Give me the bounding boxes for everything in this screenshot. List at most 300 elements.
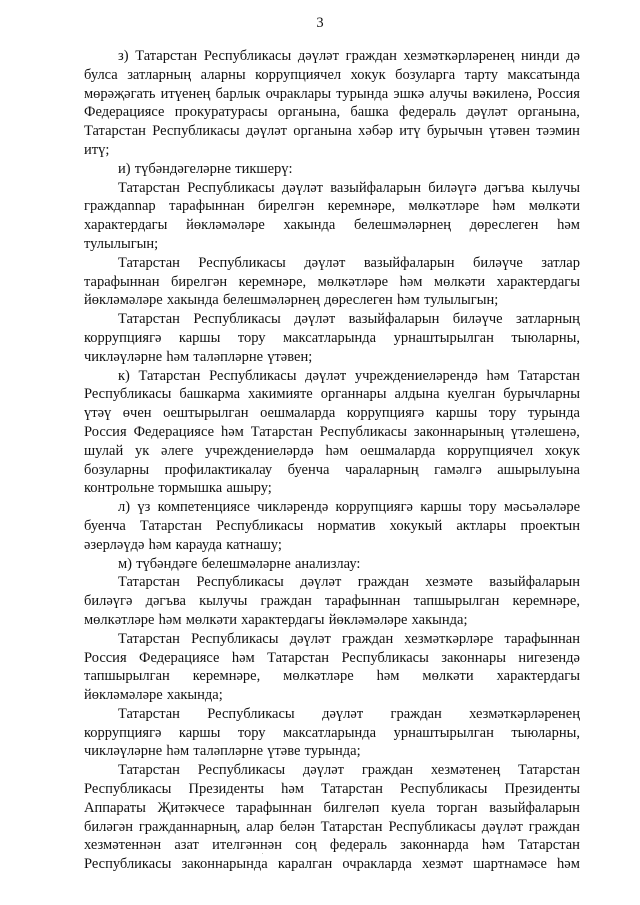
word: хокук (544, 442, 580, 459)
text-line (84, 385, 580, 404)
word: шулай (84, 442, 124, 459)
word: таләпләрне (193, 348, 264, 365)
word: законнарда (400, 837, 469, 854)
word: хакимияте (248, 386, 313, 403)
word: алучы (429, 85, 468, 102)
word: дәүләт (304, 254, 346, 271)
word: дәүләт (466, 104, 508, 121)
word: законнары (441, 649, 506, 666)
word: прокуратурасы (174, 104, 268, 121)
text-line (84, 197, 580, 216)
word: тору (237, 724, 266, 741)
text-line (84, 122, 580, 141)
word: һәм (220, 423, 244, 440)
word: коррупциячел (447, 442, 534, 459)
word: гражданнарның, (138, 818, 241, 835)
word: мәсьәләләре (503, 499, 580, 516)
word: дәүләт (481, 818, 523, 835)
word: Федерациясе (84, 104, 165, 121)
word: таләпләрне (193, 743, 264, 760)
word: йөкләмәләре (186, 217, 265, 234)
word: белешмәләрнең (222, 292, 320, 309)
word: урнаштырылган (393, 329, 494, 346)
word: Татарстан (138, 367, 201, 384)
word: характердагы (496, 273, 580, 290)
word: законнарында (181, 856, 268, 873)
word: хезмәтенең (430, 762, 501, 779)
word: вәкиленә, (472, 85, 533, 102)
word: билгеләп (323, 799, 380, 816)
word: граждан (345, 48, 397, 64)
word: затларның (515, 311, 580, 328)
word: Татарстан (118, 179, 180, 196)
word: һәм (158, 611, 182, 628)
word: турында (527, 405, 580, 422)
word: Татарстан (320, 818, 383, 835)
word: дәүләт (300, 574, 342, 591)
word: йөкләмәләре (328, 611, 408, 628)
text-line (84, 461, 580, 480)
word: дөреслеген (469, 217, 539, 234)
word: түбәндәгеләрне (134, 160, 232, 177)
word: башкарма (179, 386, 241, 403)
word: турында; (304, 743, 361, 760)
word: мөрәҗәгать (84, 85, 156, 102)
word: очракларда (342, 856, 412, 873)
word: дәүләт (322, 705, 364, 722)
word: һәм (557, 856, 580, 873)
word: характердагы (241, 611, 325, 628)
word: Республикасы (191, 630, 279, 647)
word: алар (246, 818, 274, 835)
text-line (84, 573, 580, 592)
word: түбәндәге (136, 555, 198, 572)
word: Республикасы (215, 517, 304, 534)
text-line (84, 160, 580, 179)
word: һәм (399, 273, 423, 290)
word: хакында; (411, 611, 468, 628)
word: нинди (521, 48, 560, 64)
word: гамәлгә (434, 461, 482, 478)
word: тарту (464, 66, 498, 83)
word: тормышка (158, 480, 223, 497)
word: Татарстан (518, 367, 580, 384)
word: Татарстан (250, 423, 313, 440)
word: Республикасы (84, 856, 172, 873)
text-line (84, 498, 580, 517)
word: Татарстан (267, 649, 330, 666)
word: тапшырылган (413, 593, 500, 610)
word: федераль (398, 104, 457, 121)
word: Республикасы (197, 762, 286, 779)
word: һәм (492, 198, 516, 215)
word: ашырылуына (497, 461, 580, 478)
word: булса (84, 66, 118, 83)
word: Республикасы (84, 781, 172, 798)
word: тарафыннан (169, 198, 245, 215)
word: әзерләүдә (84, 536, 145, 553)
word: буенча (287, 461, 330, 478)
text-line (84, 517, 580, 536)
word: керемнәре, (192, 668, 261, 685)
word: һәм (557, 217, 580, 234)
word: бозуларга (395, 66, 456, 83)
word: һәм (231, 649, 255, 666)
word: каршы (178, 329, 221, 346)
text-line (84, 836, 580, 855)
word: һәм (166, 743, 190, 760)
word: тәэмин (536, 123, 580, 140)
word: федераль (329, 837, 387, 854)
page-number: 3 (316, 15, 324, 31)
word: чараларның (344, 461, 419, 478)
word: граждannар (84, 198, 156, 215)
word: һәм (481, 837, 505, 854)
word: оештырылган (163, 405, 249, 422)
word: Татарстан (118, 574, 180, 591)
word: максатларында (283, 329, 377, 346)
word: тапшырылган (84, 668, 170, 685)
text-line (84, 85, 580, 104)
text-line (84, 649, 580, 668)
word: граждан (390, 705, 442, 722)
word: Татарстан (118, 311, 180, 328)
word: тору (488, 405, 517, 422)
text-line (84, 254, 580, 273)
text-line (84, 761, 580, 780)
word: хезмәте (425, 574, 473, 591)
word: тору (237, 329, 266, 346)
word: Татарстан (321, 781, 383, 798)
word: компетенциясе (157, 499, 250, 516)
word: Президенты (188, 781, 264, 798)
word: торган (436, 799, 478, 816)
word: хакында (166, 292, 219, 309)
word: тарафыннан (324, 593, 401, 610)
word: тулылыгын; (84, 235, 159, 252)
text-line (84, 818, 580, 837)
word: Республикасы (388, 818, 476, 835)
word: Татарстан (118, 762, 180, 779)
word: тарафыннан (504, 630, 580, 647)
word: каршы (420, 499, 462, 516)
word: белешмәләрне (201, 555, 291, 572)
word: хезмәткәрләренең (403, 48, 515, 64)
word: Республикасы (193, 311, 281, 328)
word: Республикасы (203, 48, 292, 64)
text-line (84, 592, 580, 611)
word: урнаштырылган (393, 724, 494, 741)
word: үтәлешенә, (510, 423, 580, 440)
word: тарафыннан (84, 273, 160, 290)
word: дәүләт (294, 311, 336, 328)
word: Татарстан (118, 254, 180, 271)
word: биләгән (84, 818, 133, 835)
text-line (84, 367, 580, 386)
word: Татарстан (84, 123, 146, 140)
text-line (84, 667, 580, 686)
word: һәм (486, 367, 510, 384)
word: бурычларны (503, 386, 580, 403)
text-line (84, 216, 580, 235)
word: з) (118, 48, 129, 64)
text-line (84, 423, 580, 442)
word: дәгъва (484, 179, 525, 196)
word: л) (118, 499, 131, 516)
word: дә (566, 48, 580, 64)
word: Республикасы (341, 649, 429, 666)
word: Аппараты (84, 799, 146, 816)
text-line (84, 686, 580, 705)
word: биләүгә (428, 179, 477, 196)
word: мөлкәтләре (317, 273, 389, 290)
word: коррупциягә (335, 499, 413, 516)
word: дәүләт (302, 762, 344, 779)
word: анализлау: (294, 555, 361, 572)
word: соң (295, 837, 317, 854)
word: эшкә (393, 85, 425, 102)
text-line (84, 141, 580, 160)
word: бурычын (426, 123, 483, 140)
word: органнары (320, 386, 387, 403)
word: учреждениеләрдә (205, 442, 314, 459)
word: контрольне (84, 480, 155, 497)
word: вазыйфаларын (489, 799, 580, 816)
word: м) (118, 555, 133, 572)
text-line (84, 555, 580, 574)
text-line (84, 47, 580, 66)
text-line (84, 855, 580, 874)
word: чикләрендә (257, 499, 329, 516)
word: Татарстан (139, 517, 202, 534)
word: хокук (350, 66, 386, 83)
word: бозуларны (84, 461, 150, 478)
word: бирелгән (258, 198, 315, 215)
text-line (84, 235, 580, 254)
word: коррупциячел (255, 66, 342, 83)
word: тулылыгын; (424, 292, 499, 309)
word: граждан (361, 762, 414, 779)
word: характердагы (496, 668, 580, 685)
word: ителгәннән (212, 837, 282, 854)
word: норматив (317, 517, 376, 534)
word: мөлкәти (528, 198, 580, 215)
word: алдына (394, 386, 440, 403)
word: хезмәткәрләре (404, 630, 494, 647)
word: биләүче (473, 254, 523, 271)
word: актлары (456, 517, 507, 534)
word: Татарстан (118, 705, 180, 722)
text-line (84, 442, 580, 461)
word: мөлкәти (422, 668, 474, 685)
word: итү; (84, 141, 110, 158)
word: тыюларны, (511, 329, 580, 346)
word: Татарстан (118, 630, 180, 647)
word: катнашу; (226, 536, 282, 553)
word: ук (134, 442, 150, 459)
word: итү (399, 123, 421, 140)
word: белешмәләрнең (354, 217, 451, 234)
word: каралган (277, 856, 333, 873)
word: хезмәтеннән (84, 837, 162, 854)
word: вазыйфаларын (489, 574, 580, 591)
word: дөреслеген (324, 292, 393, 309)
word: кылучы (199, 593, 248, 610)
word: Республикасы (84, 386, 172, 403)
word: Татарстан (518, 762, 580, 779)
word: вазыйфаларын (348, 311, 440, 328)
text-line (84, 329, 580, 348)
word: граждан (260, 593, 312, 610)
word: мөлкәтләре (283, 668, 354, 685)
word: турында (336, 85, 389, 102)
word: Россия (84, 649, 127, 666)
word: затларның (127, 66, 192, 83)
word: Республикасы (196, 574, 284, 591)
word: профилактикалау (164, 461, 273, 478)
word: коррупциягә (84, 329, 162, 346)
word: Республикасы (400, 781, 488, 798)
word: оешмаларда (260, 405, 336, 422)
text-line (84, 536, 580, 555)
text-line (84, 103, 580, 122)
word: органына, (277, 104, 341, 121)
word: Президенты (504, 781, 580, 798)
word: үз (137, 499, 151, 516)
word: каршы (178, 724, 221, 741)
word: куела (391, 799, 426, 816)
word: хәбәр (358, 123, 393, 140)
word: Федерациясе (139, 649, 220, 666)
word: очраклары (265, 85, 332, 102)
word: чикләүләрне (84, 348, 163, 365)
text-line (84, 799, 580, 818)
text-line (84, 742, 580, 761)
word: органына, (517, 104, 580, 121)
scan-speck (262, 853, 263, 854)
word: вазыйфаларын (363, 254, 455, 271)
word: мөлкәти (433, 273, 486, 290)
word: дәүләт (245, 123, 287, 140)
word: Җитәкчесе (157, 799, 225, 816)
word: мөлкәтләре (408, 198, 480, 215)
word: хезмәткәрләренең (469, 705, 580, 722)
word: аларны (200, 66, 246, 83)
word: керемнәре, (238, 273, 307, 290)
word: дәүләт (297, 48, 339, 64)
word: һәм (166, 348, 190, 365)
word: үтәү (84, 405, 112, 422)
word: Республикасы (207, 705, 295, 722)
word: коррупциягә (346, 405, 425, 422)
word: Федерациясе (133, 423, 214, 440)
word: к) (118, 367, 130, 384)
text-line (84, 348, 580, 367)
word: Республикасы (152, 123, 240, 140)
word: бирелгән (170, 273, 228, 290)
word: законнарының (413, 423, 504, 440)
word: Республикасы (209, 367, 297, 384)
word: дәүләт (305, 367, 347, 384)
word: биләүгә (84, 593, 133, 610)
text-line (84, 291, 580, 310)
word: һәм (376, 668, 400, 685)
word: итүенең (160, 85, 211, 102)
word: затлар (541, 254, 580, 271)
word: Россия (537, 85, 580, 102)
word: коррупциягә (84, 724, 162, 741)
word: максатларында (283, 724, 377, 741)
word: белән (279, 818, 315, 835)
word: граждан (341, 630, 394, 647)
word: шартнамәсе (473, 856, 547, 873)
word: куелган (447, 386, 496, 403)
word: буенча (84, 517, 126, 534)
word: биләүче (452, 311, 503, 328)
word: хокукый (389, 517, 443, 534)
word: Республикасы (319, 423, 407, 440)
word: һәм (148, 536, 172, 553)
word: оешмаларда (360, 442, 436, 459)
word: хезмәт (421, 856, 463, 873)
word: граждан (528, 818, 580, 835)
word: һәм (281, 781, 304, 798)
word: максатында (507, 66, 580, 83)
word: хакында (283, 217, 336, 234)
word: тарафыннан (236, 799, 312, 816)
word: хакында; (166, 687, 223, 704)
word: йөкләмәләре (84, 292, 163, 309)
word: вазыйфаларын (330, 179, 421, 196)
text-line (84, 611, 580, 630)
word: Татарстан (518, 837, 580, 854)
text-line (84, 179, 580, 198)
word: азат (174, 837, 199, 854)
word: тору (468, 499, 497, 516)
word: и) (118, 160, 131, 177)
word: Республикасы (198, 254, 286, 271)
word: характердагы (84, 217, 168, 234)
word: каршы (435, 405, 478, 422)
word: учреждениеләрендә (354, 367, 478, 384)
word: мөлкәтләре (84, 611, 155, 628)
word: Татарстан (135, 48, 198, 64)
word: кылучы (531, 179, 580, 196)
document-body (84, 47, 580, 874)
word: проектын (520, 517, 580, 534)
text-line (84, 310, 580, 329)
text-line (84, 780, 580, 799)
word: органына (293, 123, 352, 140)
word: үтәвен; (267, 348, 313, 365)
word: граждан (357, 574, 409, 591)
text-line (84, 273, 580, 292)
text-line (84, 404, 580, 423)
text-line (84, 479, 580, 498)
word: тыюларны, (511, 724, 580, 741)
word: чикләүләрне (84, 743, 163, 760)
word: һәм (325, 442, 349, 459)
word: мөлкәти (185, 611, 237, 628)
word: өчен (122, 405, 152, 422)
word: йөкләмәләре (84, 687, 163, 704)
word: ашыру; (226, 480, 272, 497)
word: үтәвен (489, 123, 531, 140)
word: һәм (397, 292, 420, 309)
word: Республикасы (187, 179, 275, 196)
word: дәүләт (289, 630, 331, 647)
text-line (84, 66, 580, 85)
